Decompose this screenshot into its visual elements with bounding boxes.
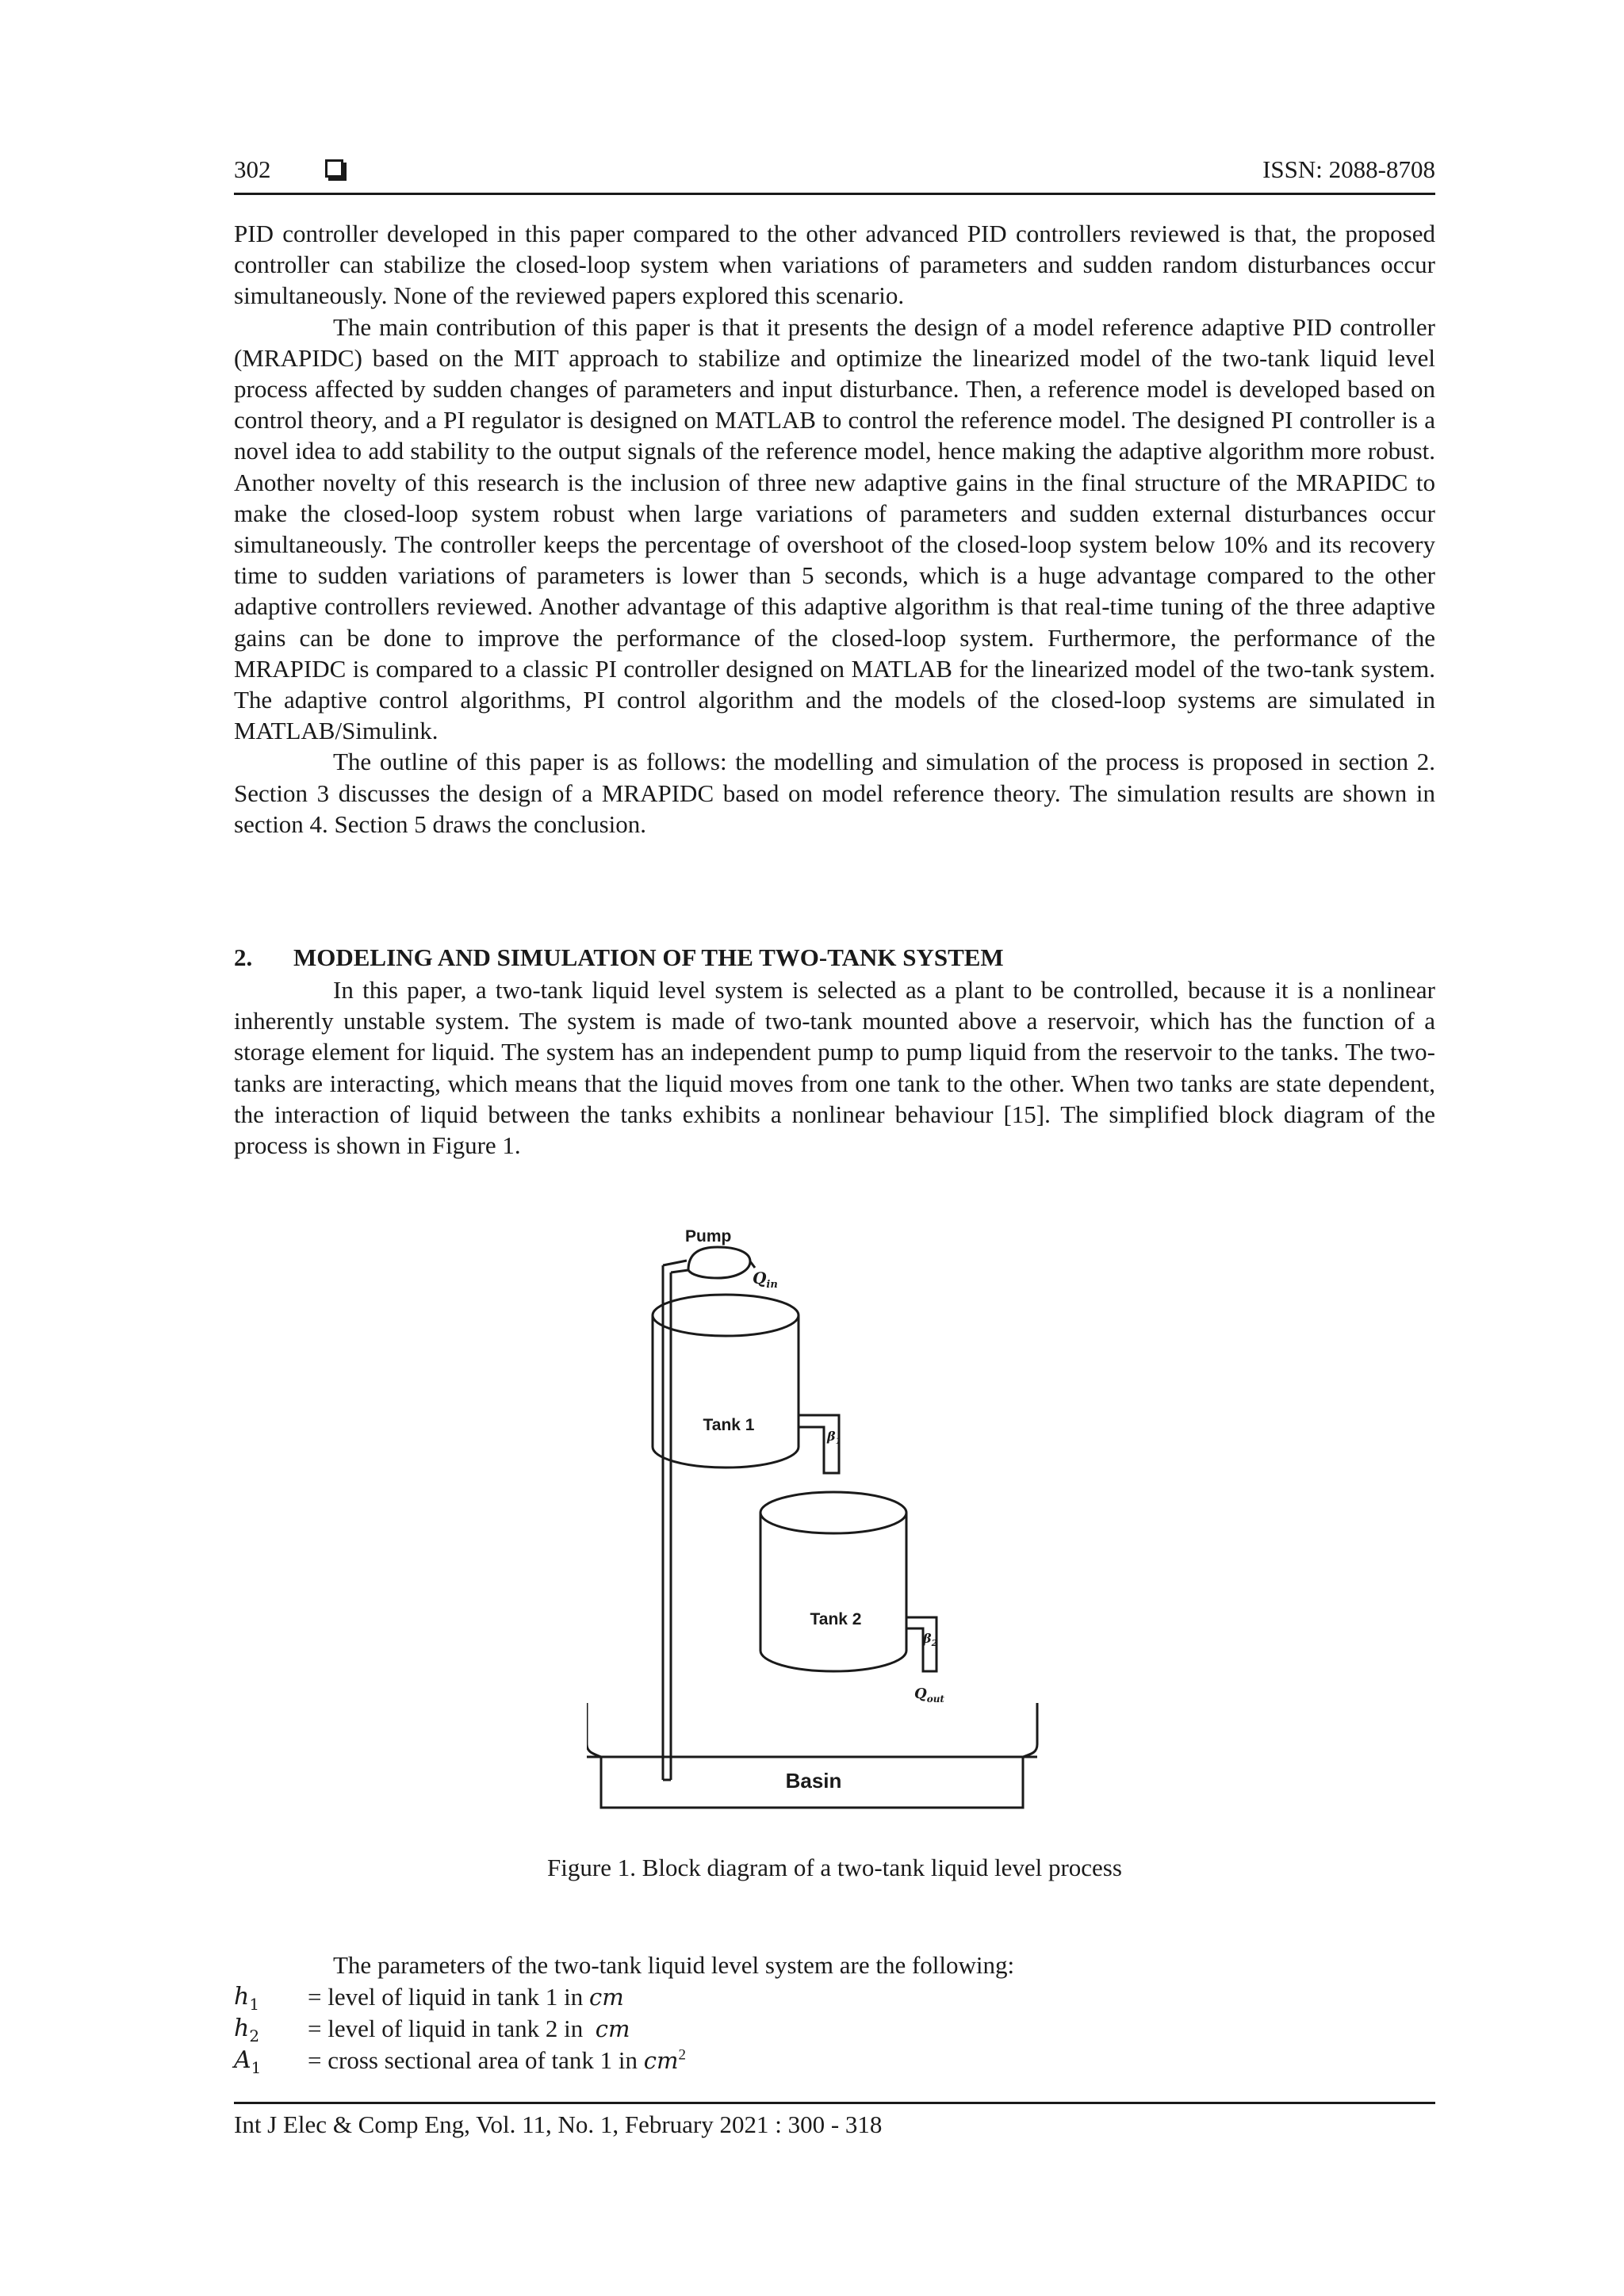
tank2-body bbox=[760, 1513, 906, 1671]
beta1-label: $\beta_1$ bbox=[827, 1429, 842, 1446]
parameters-intro: The parameters of the two-tank liquid level system are the following: bbox=[333, 1951, 1015, 1979]
footer-rule bbox=[234, 2102, 1435, 2104]
running-header bbox=[234, 155, 1435, 190]
parameter-description: = level of liquid in tank 1 in cm bbox=[308, 1983, 624, 2011]
tank1-top bbox=[653, 1295, 799, 1336]
section-number: 2. bbox=[234, 943, 253, 971]
q-in-label: $Q_{in}$ bbox=[753, 1269, 778, 1291]
tank1-label: Tank 1 bbox=[703, 1416, 755, 1434]
section-heading bbox=[234, 943, 1004, 972]
two-tank-diagram bbox=[587, 1221, 1039, 1831]
pump-label: Pump bbox=[685, 1227, 732, 1246]
paragraph: The outline of this paper is as follows: the modelling and simulation of the process is proposed in section 2. Section 3 discusses the design of a MRAPIDC based on model reference theory. The simulation results are shown in section 4. Section 5 draws the conclusion. bbox=[234, 748, 1435, 838]
supply-pipe bbox=[663, 1265, 671, 1780]
beta2-label: $\beta_2$ bbox=[923, 1631, 938, 1648]
parameter-description: = cross sectional area of tank 1 in $cm^2$ bbox=[308, 2046, 687, 2074]
body-paragraphs bbox=[234, 218, 1435, 840]
figure-two-tank-diagram bbox=[587, 1221, 1039, 1831]
issn: ISSN: 2088-8708 bbox=[1262, 155, 1435, 183]
section-title: MODELING AND SIMULATION OF THE TWO-TANK SYSTEM bbox=[293, 943, 1004, 971]
parameter-description: = level of liquid in tank 2 in cm bbox=[308, 2015, 630, 2042]
footer-citation: Int J Elec & Comp Eng, Vol. 11, No. 1, February 2021 : 300 - 318 bbox=[234, 2110, 883, 2138]
tank1-outlet bbox=[799, 1415, 842, 1473]
section-body bbox=[234, 974, 1435, 1161]
figure-caption: Figure 1. Block diagram of a two-tank liquid level process bbox=[547, 1854, 1122, 1881]
tank2-top bbox=[760, 1492, 906, 1533]
paragraph: The main contribution of this paper is that it presents the design of a model reference adaptive PID controller (MRAPIDC) based on the MIT approach to stabilize and optimize the linearized model of the two-tank liquid level process affected by sudden changes of parameters and input disturbance. Then, a reference model is developed based on control theory, and a PI regulator is designed on MATLAB to control the reference model. The designed PI controller is a novel idea to add stability to the output signals of the reference model, hence making the adaptive algorithm more robust. Another novelty of this research is the inclusion of three new adaptive gains in the final structure of the MRAPIDC to make the closed-loop system robust when large variations of parameters and sudden external disturbances occur simultaneously. The controller keeps the percentage of overshoot of the closed-loop system below 10% and its recovery time to sudden variations of parameters is lower than 5 seconds, which is a huge advantage compared to the other adaptive controllers reviewed. Another advantage of this adaptive algorithm is that real-time tuning of the three adaptive gains can be done to improve the performance of the closed-loop system. Furthermore, the performance of the MRAPIDC is compared to a classic PI controller designed on MATLAB for the linearized model of the two-tank system. The adaptive control algorithms, PI control algorithm and the models of the closed-loop systems are simulated in MATLAB/Simulink. bbox=[234, 312, 1435, 745]
pump-symbol bbox=[688, 1247, 750, 1278]
page-number: 302 bbox=[234, 155, 271, 183]
supply-pipe-top bbox=[663, 1261, 688, 1272]
parameter-symbol: $h_1$ bbox=[234, 1983, 260, 2014]
header-rule bbox=[234, 193, 1435, 195]
parameter-symbol: $h_2$ bbox=[234, 2015, 260, 2045]
paragraph: PID controller developed in this paper compared to the other advanced PID controllers reviewed is that, the proposed controller can stabilize the closed-loop system when variations of parameters and sudden random disturbances occur simultaneously. None of the reviewed papers explored this scenario. bbox=[234, 220, 1435, 310]
basin-label: Basin bbox=[785, 1769, 842, 1793]
q-out-label: $Q_{out}$ bbox=[914, 1686, 944, 1705]
tank1-body bbox=[653, 1315, 799, 1468]
checkbox-bullet-icon bbox=[325, 159, 343, 178]
tank2-label: Tank 2 bbox=[810, 1610, 862, 1628]
paragraph: In this paper, a two-tank liquid level system is selected as a plant to be controlled, because it is a nonlinear inherently unstable system. The system is made of two-tank mounted above a reservoir, which has the function of a storage element for liquid. The system has an independent pump to pump liquid from the reservoir to the tanks. The two-tanks are interacting, which means that the liquid moves from one tank to the other. When two tanks are state dependent, the interaction of liquid between the tanks exhibits a nonlinear behaviour [15]. The simplified block diagram of the process is shown in Figure 1. bbox=[234, 976, 1435, 1160]
parameter-symbol: $A_1$ bbox=[234, 2046, 262, 2077]
